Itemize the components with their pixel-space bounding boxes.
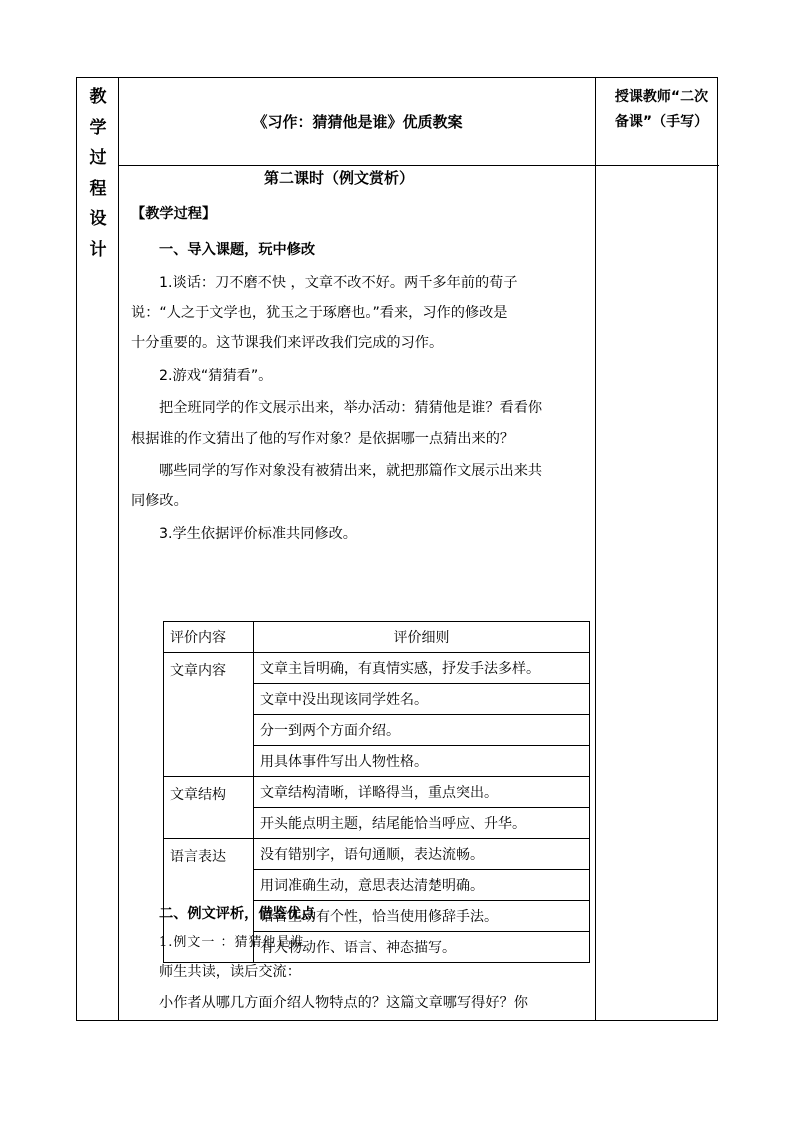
document-title: 《习作：猜猜他是谁》优质教案: [252, 113, 463, 131]
paragraph-line: 把全班同学的作文展示出来，举办活动：猜猜他是谁？看看你: [159, 400, 543, 416]
table-row: [164, 622, 590, 653]
table-cell: 文章结构清晰，详略得当，重点突出。: [254, 777, 590, 808]
teacher-notes-header: 授课教师“二次备课”（手写）: [614, 89, 709, 130]
side-label-char: 教: [89, 87, 107, 107]
evaluation-table: [163, 621, 590, 963]
table-cell: 文章中没出现该同学姓名。: [254, 684, 590, 715]
table-cell: 用具体事件写出人物性格。: [254, 746, 590, 777]
table-cell: 语言生动有个性，恰当使用修辞手法。: [254, 901, 590, 932]
paragraph-line: 十分重要的。这节课我们来评改我们完成的习作。: [131, 335, 444, 351]
table-category-cell: 文章结构: [164, 777, 254, 839]
paragraph-line: 哪些同学的写作对象没有被猜出来，就把那篇作文展示出来共: [159, 463, 543, 479]
example-label: 1.例文一 ：猜猜他是谁: [159, 935, 305, 950]
paragraph-line: 师生共读，读后交流：: [159, 964, 301, 980]
lesson-plan-table: [76, 77, 718, 1021]
paragraph-line: 3.学生依据评价标准共同修改。: [159, 526, 357, 542]
lesson-subtitle: 第二课时（例文赏析）: [264, 169, 415, 187]
table-cell: 文章主旨明确，有真情实感，抒发手法多样。: [254, 653, 590, 684]
paragraph-line: 根据谁的作文猜出了他的写作对象？是依据哪一点猜出来的？: [131, 431, 515, 447]
table-cell: 没有错别字，语句通顺，表达流畅。: [254, 839, 590, 870]
table-cell: 用词准确生动，意思表达清楚明确。: [254, 870, 590, 901]
side-label: [77, 78, 119, 1024]
table-cell: 开头能点明主题，结尾能恰当呼应、升华。: [254, 808, 590, 839]
section-tag: 【教学过程】: [131, 206, 217, 222]
side-label-char: 计: [89, 239, 107, 260]
side-label-char: 学: [89, 117, 107, 138]
table-row: [164, 653, 590, 684]
table-category-cell: 文章内容: [164, 653, 254, 777]
paragraph-line: 2.游戏“猜猜看”。: [159, 368, 273, 384]
paragraph-line: 1.谈话：刀不磨不快 ，文章不改不好。两千多年前的荀子: [159, 275, 518, 291]
table-header-cell: 评价内容: [164, 622, 254, 653]
header-divider: [119, 165, 719, 166]
column-divider-right: [595, 78, 596, 1020]
table-cell: 有人物动作、语言、神态描写。: [254, 932, 590, 963]
paragraph-line: 同修改。: [131, 493, 188, 509]
table-row: [164, 777, 590, 808]
table-row: [164, 839, 590, 870]
paragraph-line: 小作者从哪几方面介绍人物特点的？这篇文章哪写得好？你: [159, 995, 528, 1011]
paragraph-line: 说：“人之于文学也，犹玉之于琢磨也。”看来，习作的修改是: [131, 305, 508, 321]
side-label-char: 设: [89, 209, 107, 229]
table-cell: 分一到两个方面介绍。: [254, 715, 590, 746]
table-header-cell: 评价细则: [254, 622, 590, 653]
side-label-char: 程: [89, 178, 107, 199]
part2-heading: 二、例文评析，借鉴优点: [159, 906, 316, 922]
side-label-char: 过: [89, 148, 107, 168]
part1-heading: 一、导入课题，玩中修改: [159, 242, 316, 258]
table-category-cell: 语言表达: [164, 839, 254, 963]
